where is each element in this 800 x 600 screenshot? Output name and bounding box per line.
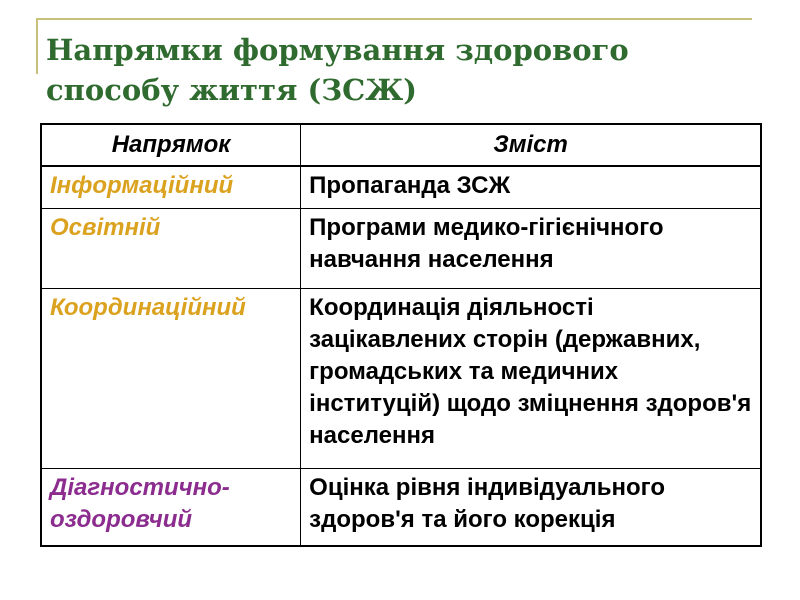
header-content: Зміст <box>301 124 761 166</box>
slide-title: Напрямки формування здорового способу життя (ЗСЖ) <box>46 33 629 107</box>
table-row <box>41 288 761 468</box>
table-row <box>41 468 761 546</box>
table-row <box>41 208 761 288</box>
decorative-left-line <box>36 18 38 74</box>
table-row <box>41 166 761 208</box>
header-direction: Напрямок <box>41 124 301 166</box>
table-header-row <box>41 124 761 166</box>
directions-table <box>40 123 762 547</box>
decorative-top-line <box>36 18 752 20</box>
content-cell: Програми медико-гігієнічного навчання населення <box>301 208 761 288</box>
direction-cell: Освітній <box>41 208 301 288</box>
content-cell: Координація діяльності зацікавлених сторін (державних, громадських та медичних інституцій) щодо зміцнення здоров'я населення <box>301 288 761 468</box>
content-cell: Оцінка рівня індивідуального здоров'я та його корекція <box>301 468 761 546</box>
direction-cell: Координаційний <box>41 288 301 468</box>
direction-cell: Діагностично-оздоровчий <box>41 468 301 546</box>
content-cell: Пропаганда ЗСЖ <box>301 166 761 208</box>
direction-cell: Інформаційний <box>41 166 301 208</box>
